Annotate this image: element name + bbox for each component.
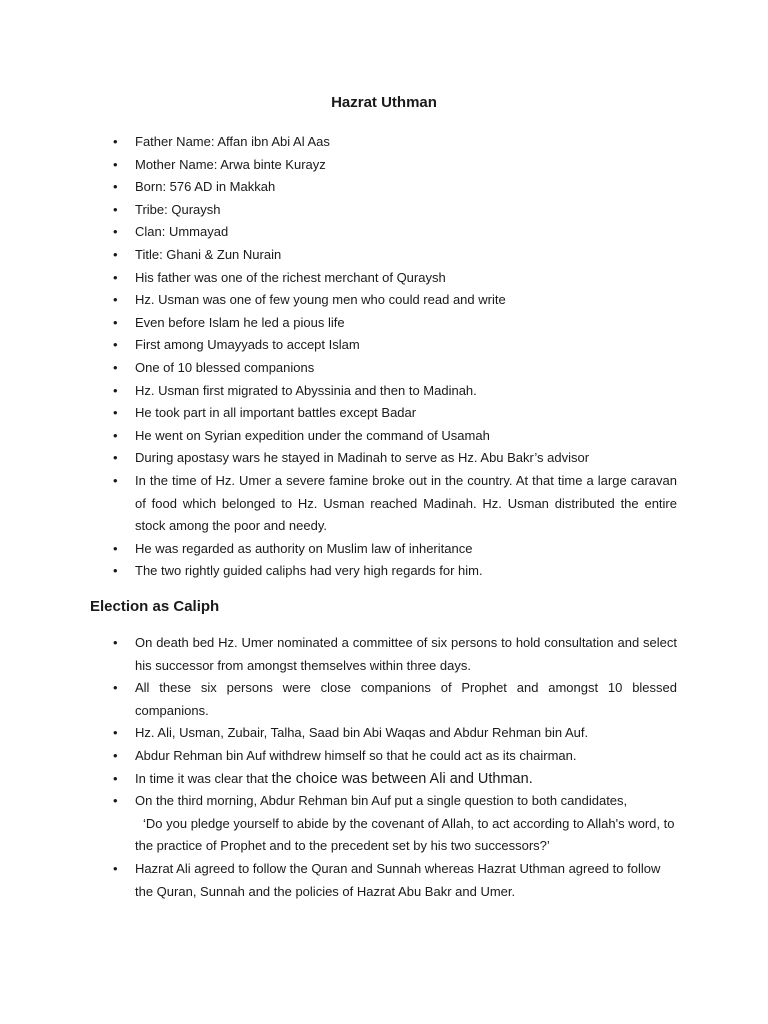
list-item: • He took part in all important battles except Badar xyxy=(0,402,677,425)
list-item: • Born: 576 AD in Makkah xyxy=(0,176,677,199)
list-item xyxy=(0,768,677,791)
list-item: • The two rightly guided caliphs had very high regards for him. xyxy=(0,560,677,583)
list-item: • Tribe: Quraysh xyxy=(0,199,677,222)
list-item: • First among Umayyads to accept Islam xyxy=(0,334,677,357)
list-item: • All these six persons were close companions of Prophet and amongst 10 blessed companions. xyxy=(0,677,677,722)
list-item: • Father Name: Affan ibn Abi Al Aas xyxy=(0,131,677,154)
list-item: • Even before Islam he led a pious life xyxy=(0,312,677,335)
list-item: • One of 10 blessed companions xyxy=(0,357,677,380)
section-heading: Election as Caliph xyxy=(90,598,220,615)
list-item: • Clan: Ummayad xyxy=(0,221,677,244)
list-item: • Hz. Usman first migrated to Abyssinia and then to Madinah. xyxy=(0,380,677,403)
list-item: • Hazrat Ali agreed to follow the Quran and Sunnah whereas Hazrat Uthman agreed to follow the Quran, Sunnah and the policies of Hazrat Abu Bakr and Umer. xyxy=(0,858,677,903)
list-item: • During apostasy wars he stayed in Madinah to serve as Hz. Abu Bakr’s advisor xyxy=(0,447,677,470)
list-item: • On death bed Hz. Umer nominated a committee of six persons to hold consultation and select his successor from amongst themselves within three days. xyxy=(0,632,677,677)
list-item xyxy=(0,790,677,858)
facts-list xyxy=(0,131,768,583)
third-morning-line: On the third morning, Abdur Rehman bin Auf put a single question to both candidates, xyxy=(135,793,628,809)
list-item: • He went on Syrian expedition under the command of Usamah xyxy=(0,425,677,448)
list-item: • Hz. Ali, Usman, Zubair, Talha, Saad bin Abi Waqas and Abdur Rehman bin Auf. xyxy=(0,722,677,745)
list-item: • In the time of Hz. Umer a severe famine broke out in the country. At that time a large caravan of food which belonged to Hz. Usman reached Madinah. Hz. Usman distributed the entire stock among the poor and needy. xyxy=(0,470,677,538)
list-item: • Title: Ghani & Zun Nurain xyxy=(0,244,677,267)
list-item: • He was regarded as authority on Muslim law of inheritance xyxy=(0,538,677,561)
election-list xyxy=(0,632,768,903)
list-item: • His father was one of the richest merchant of Quraysh xyxy=(0,267,677,290)
list-item: • Hz. Usman was one of few young men who could read and write xyxy=(0,289,677,312)
page-title: Hazrat Uthman xyxy=(331,94,437,111)
list-item: • Mother Name: Arwa binte Kurayz xyxy=(0,154,677,177)
choice-emphasis: the choice was between Ali and Uthman. xyxy=(271,770,533,787)
choice-prefix: In time it was clear that xyxy=(135,770,272,786)
pledge-quote: ‘Do you pledge yourself to abide by the covenant of Allah, to act according to Allah's word, to the practice of Prophet and to the precedent set by his two successors?’ xyxy=(135,815,675,854)
list-item: • Abdur Rehman bin Auf withdrew himself so that he could act as its chairman. xyxy=(0,745,677,768)
